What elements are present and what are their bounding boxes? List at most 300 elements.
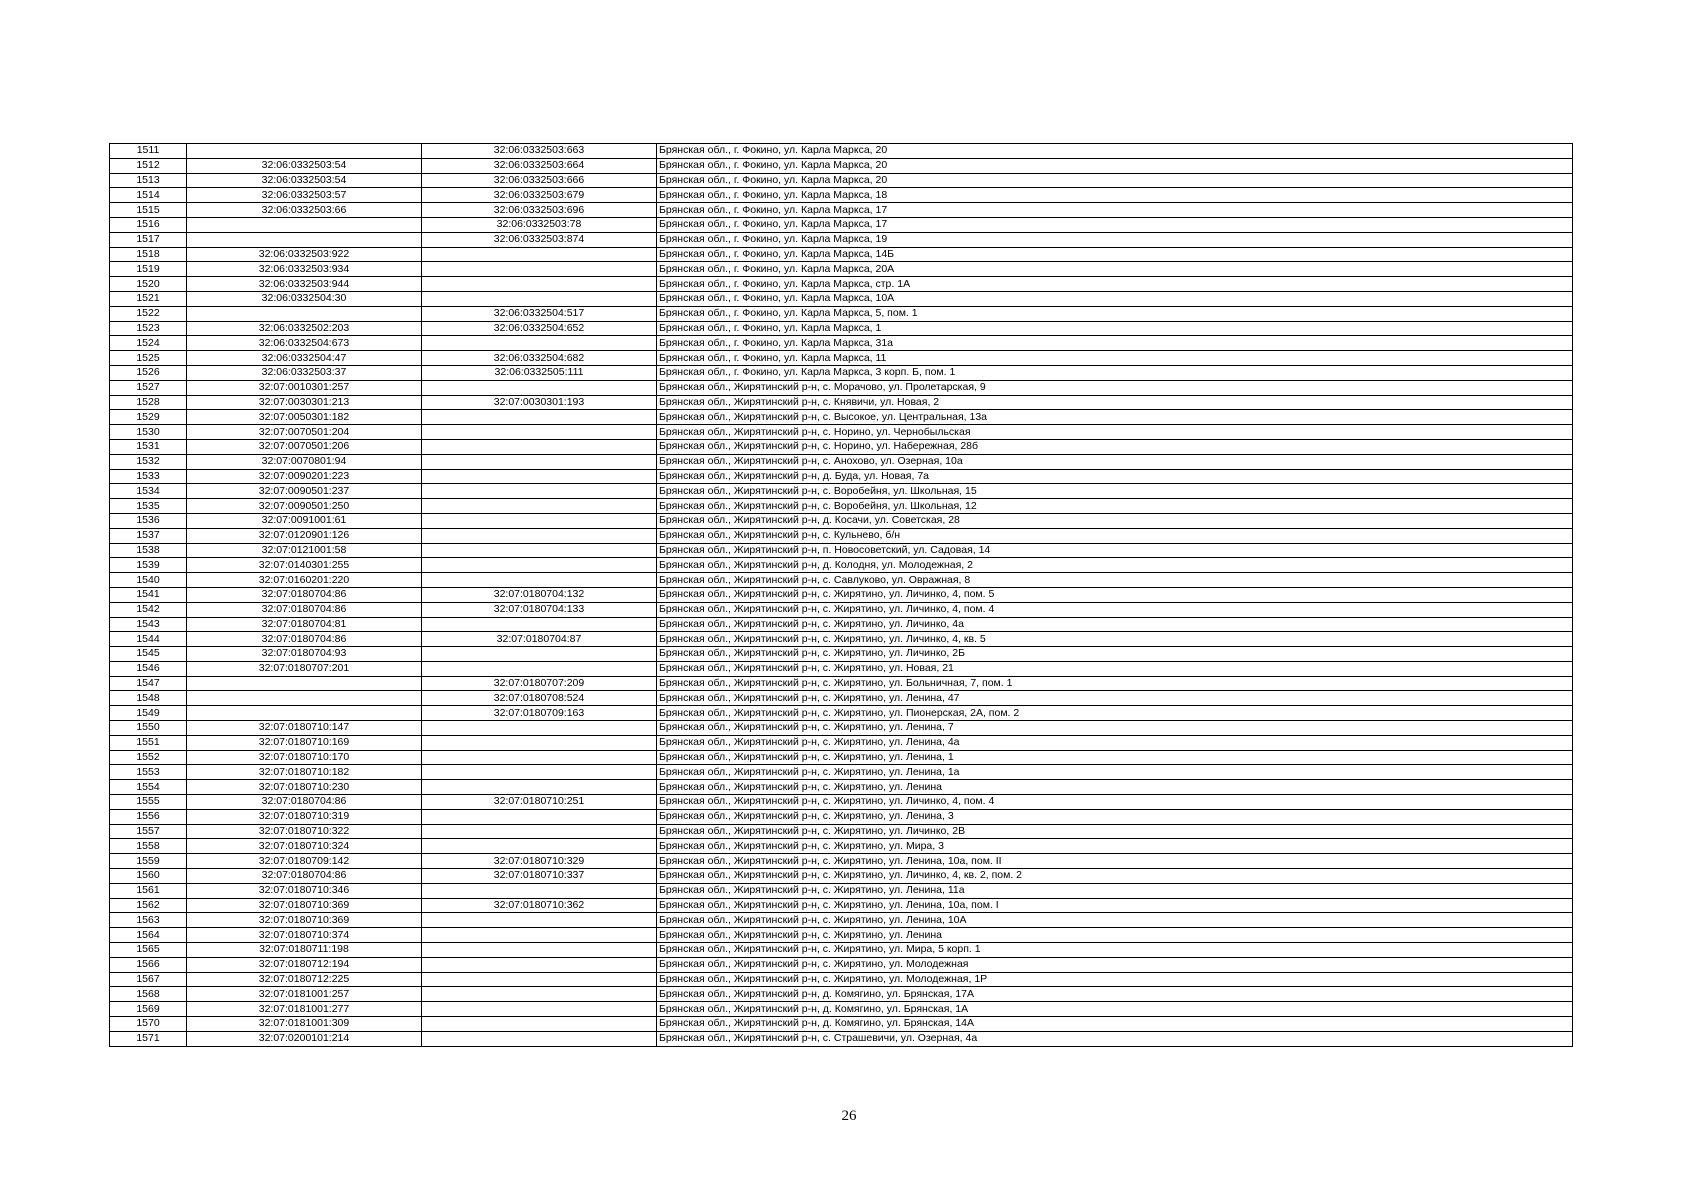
cadastral-number-cell: 32:07:0120901:126 xyxy=(187,528,422,543)
cadastral-number-cell xyxy=(187,217,422,232)
row-number-cell: 1552 xyxy=(110,750,187,765)
row-number-cell: 1569 xyxy=(110,1002,187,1017)
row-number-cell: 1549 xyxy=(110,706,187,721)
address-cell: Брянская обл., Жирятинский р-н, с. Жирятино, ул. Пионерская, 2А, пом. 2 xyxy=(657,706,1573,721)
table-row xyxy=(110,706,1573,721)
cadastral-number-cell: 32:07:0140301:255 xyxy=(187,558,422,573)
address-cell: Брянская обл., г. Фокино, ул. Карла Маркса, 14Б xyxy=(657,247,1573,262)
cadastral-number-room-cell xyxy=(422,1017,657,1032)
address-cell: Брянская обл., Жирятинский р-н, с. Жирятино, ул. Молодежная, 1Р xyxy=(657,972,1573,987)
cadastral-number-cell: 32:06:0332503:54 xyxy=(187,158,422,173)
cadastral-number-cell: 32:07:0180704:93 xyxy=(187,647,422,662)
table-row xyxy=(110,203,1573,218)
cadastral-number-room-cell xyxy=(422,987,657,1002)
row-number-cell: 1567 xyxy=(110,972,187,987)
cadastral-number-room-cell: 32:07:0180704:133 xyxy=(422,602,657,617)
address-cell: Брянская обл., Жирятинский р-н, с. Жирятино, ул. Личинко, 4, пом. 4 xyxy=(657,602,1573,617)
address-cell: Брянская обл., г. Фокино, ул. Карла Маркса, 20 xyxy=(657,173,1573,188)
cadastral-number-room-cell xyxy=(422,499,657,514)
cadastral-number-room-cell: 32:07:0180709:163 xyxy=(422,706,657,721)
row-number-cell: 1568 xyxy=(110,987,187,1002)
table-row xyxy=(110,336,1573,351)
table-row xyxy=(110,676,1573,691)
cadastral-number-room-cell xyxy=(422,262,657,277)
cadastral-number-cell: 32:06:0332504:30 xyxy=(187,291,422,306)
table-row xyxy=(110,1002,1573,1017)
address-cell: Брянская обл., Жирятинский р-н, с. Жирятино, ул. Личинко, 2Б xyxy=(657,647,1573,662)
register-table-body xyxy=(110,144,1573,1047)
row-number-cell: 1542 xyxy=(110,602,187,617)
cadastral-number-cell xyxy=(187,232,422,247)
table-row xyxy=(110,380,1573,395)
address-cell: Брянская обл., г. Фокино, ул. Карла Маркса, 3 корп. Б, пом. 1 xyxy=(657,365,1573,380)
table-row xyxy=(110,321,1573,336)
cadastral-number-room-cell xyxy=(422,943,657,958)
table-row xyxy=(110,528,1573,543)
address-cell: Брянская обл., Жирятинский р-н, с. Жирятино, ул. Новая, 21 xyxy=(657,661,1573,676)
cadastral-number-room-cell: 32:06:0332503:874 xyxy=(422,232,657,247)
table-row xyxy=(110,587,1573,602)
cadastral-number-cell: 32:07:0180710:374 xyxy=(187,928,422,943)
row-number-cell: 1517 xyxy=(110,232,187,247)
address-cell: Брянская обл., Жирятинский р-н, с. Жирятино, ул. Личинко, 2В xyxy=(657,824,1573,839)
cadastral-number-room-cell xyxy=(422,883,657,898)
address-cell: Брянская обл., Жирятинский р-н, с. Жирятино, ул. Личинко, 4, пом. 4 xyxy=(657,795,1573,810)
row-number-cell: 1541 xyxy=(110,587,187,602)
row-number-cell: 1529 xyxy=(110,410,187,425)
cadastral-number-cell: 32:07:0090501:237 xyxy=(187,484,422,499)
cadastral-number-cell: 32:07:0180712:225 xyxy=(187,972,422,987)
table-row xyxy=(110,395,1573,410)
cadastral-number-cell: 32:07:0180704:86 xyxy=(187,869,422,884)
table-row xyxy=(110,913,1573,928)
row-number-cell: 1536 xyxy=(110,513,187,528)
table-row xyxy=(110,735,1573,750)
table-row xyxy=(110,928,1573,943)
row-number-cell: 1525 xyxy=(110,351,187,366)
table-row xyxy=(110,232,1573,247)
address-cell: Брянская обл., Жирятинский р-н, с. Жирятино, ул. Ленина, 11а xyxy=(657,883,1573,898)
address-cell: Брянская обл., Жирятинский р-н, с. Жирятино, ул. Ленина, 4а xyxy=(657,735,1573,750)
address-cell: Брянская обл., г. Фокино, ул. Карла Маркса, 10А xyxy=(657,291,1573,306)
cadastral-number-room-cell xyxy=(422,380,657,395)
cadastral-number-cell xyxy=(187,691,422,706)
cadastral-number-room-cell: 32:06:0332503:663 xyxy=(422,144,657,159)
cadastral-number-cell: 32:07:0180710:319 xyxy=(187,809,422,824)
address-cell: Брянская обл., Жирятинский р-н, с. Жирятино, ул. Молодежная xyxy=(657,957,1573,972)
table-row xyxy=(110,617,1573,632)
table-row xyxy=(110,943,1573,958)
cadastral-number-room-cell xyxy=(422,839,657,854)
address-cell: Брянская обл., Жирятинский р-н, с. Жирятино, ул. Ленина, 10а, пом. I xyxy=(657,898,1573,913)
table-row xyxy=(110,750,1573,765)
table-row xyxy=(110,957,1573,972)
table-row xyxy=(110,262,1573,277)
table-row xyxy=(110,173,1573,188)
address-cell: Брянская обл., Жирятинский р-н, с. Жирятино, ул. Мира, 3 xyxy=(657,839,1573,854)
row-number-cell: 1532 xyxy=(110,454,187,469)
address-cell: Брянская обл., г. Фокино, ул. Карла Маркса, 17 xyxy=(657,203,1573,218)
table-row xyxy=(110,721,1573,736)
cadastral-number-room-cell xyxy=(422,336,657,351)
cadastral-number-cell: 32:07:0091001:61 xyxy=(187,513,422,528)
address-cell: Брянская обл., Жирятинский р-н, д. Буда, ул. Новая, 7а xyxy=(657,469,1573,484)
table-row xyxy=(110,691,1573,706)
table-row xyxy=(110,809,1573,824)
cadastral-number-cell: 32:07:0180704:86 xyxy=(187,632,422,647)
table-row xyxy=(110,291,1573,306)
row-number-cell: 1539 xyxy=(110,558,187,573)
row-number-cell: 1533 xyxy=(110,469,187,484)
cadastral-number-cell: 32:07:0180710:230 xyxy=(187,780,422,795)
table-row xyxy=(110,513,1573,528)
cadastral-number-room-cell: 32:06:0332504:652 xyxy=(422,321,657,336)
address-cell: Брянская обл., Жирятинский р-н, с. Высокое, ул. Центральная, 13а xyxy=(657,410,1573,425)
address-cell: Брянская обл., Жирятинский р-н, с. Жирятино, ул. Ленина xyxy=(657,928,1573,943)
row-number-cell: 1519 xyxy=(110,262,187,277)
cadastral-number-room-cell: 32:06:0332505:111 xyxy=(422,365,657,380)
cadastral-number-cell: 32:07:0160201:220 xyxy=(187,573,422,588)
address-cell: Брянская обл., Жирятинский р-н, с. Кульнево, б/н xyxy=(657,528,1573,543)
table-row xyxy=(110,795,1573,810)
address-cell: Брянская обл., г. Фокино, ул. Карла Маркса, 5, пом. 1 xyxy=(657,306,1573,321)
table-row xyxy=(110,484,1573,499)
cadastral-number-room-cell: 32:07:0030301:193 xyxy=(422,395,657,410)
address-cell: Брянская обл., Жирятинский р-н, п. Новосоветский, ул. Садовая, 14 xyxy=(657,543,1573,558)
row-number-cell: 1548 xyxy=(110,691,187,706)
cadastral-number-room-cell: 32:06:0332503:666 xyxy=(422,173,657,188)
row-number-cell: 1556 xyxy=(110,809,187,824)
cadastral-number-room-cell xyxy=(422,558,657,573)
row-number-cell: 1543 xyxy=(110,617,187,632)
cadastral-number-room-cell: 32:07:0180710:337 xyxy=(422,869,657,884)
cadastral-number-room-cell xyxy=(422,765,657,780)
table-row xyxy=(110,632,1573,647)
cadastral-number-room-cell xyxy=(422,735,657,750)
cadastral-number-cell: 32:06:0332503:66 xyxy=(187,203,422,218)
cadastral-number-cell: 32:07:0030301:213 xyxy=(187,395,422,410)
row-number-cell: 1560 xyxy=(110,869,187,884)
address-cell: Брянская обл., г. Фокино, ул. Карла Маркса, 1 xyxy=(657,321,1573,336)
row-number-cell: 1550 xyxy=(110,721,187,736)
address-cell: Брянская обл., г. Фокино, ул. Карла Маркса, 20 xyxy=(657,158,1573,173)
table-row xyxy=(110,217,1573,232)
address-cell: Брянская обл., Жирятинский р-н, д. Комягино, ул. Брянская, 1А xyxy=(657,1002,1573,1017)
cadastral-number-cell: 32:07:0180704:86 xyxy=(187,587,422,602)
cadastral-number-cell: 32:06:0332502:203 xyxy=(187,321,422,336)
cadastral-number-cell: 32:06:0332503:37 xyxy=(187,365,422,380)
cadastral-number-cell: 32:06:0332503:922 xyxy=(187,247,422,262)
address-cell: Брянская обл., Жирятинский р-н, с. Жирятино, ул. Мира, 5 корп. 1 xyxy=(657,943,1573,958)
page-number: 26 xyxy=(841,1108,857,1124)
table-row xyxy=(110,439,1573,454)
address-cell: Брянская обл., Жирятинский р-н, с. Жирятино, ул. Ленина, 1а xyxy=(657,765,1573,780)
address-cell: Брянская обл., Жирятинский р-н, с. Воробейня, ул. Школьная, 12 xyxy=(657,499,1573,514)
cadastral-number-cell: 32:07:0090201:223 xyxy=(187,469,422,484)
cadastral-number-room-cell: 32:07:0180704:132 xyxy=(422,587,657,602)
cadastral-number-room-cell: 32:07:0180710:329 xyxy=(422,854,657,869)
table-row xyxy=(110,558,1573,573)
cadastral-number-room-cell xyxy=(422,454,657,469)
cadastral-number-cell: 32:07:0180710:322 xyxy=(187,824,422,839)
cadastral-number-room-cell xyxy=(422,617,657,632)
cadastral-number-room-cell: 32:06:0332503:679 xyxy=(422,188,657,203)
cadastral-number-cell xyxy=(187,144,422,159)
cadastral-number-cell: 32:07:0180709:142 xyxy=(187,854,422,869)
table-row xyxy=(110,188,1573,203)
cadastral-number-cell: 32:07:0180710:369 xyxy=(187,913,422,928)
cadastral-number-room-cell: 32:06:0332503:78 xyxy=(422,217,657,232)
row-number-cell: 1515 xyxy=(110,203,187,218)
row-number-cell: 1514 xyxy=(110,188,187,203)
address-cell: Брянская обл., Жирятинский р-н, с. Жирятино, ул. Ленина, 10а, пом. II xyxy=(657,854,1573,869)
cadastral-number-cell: 32:07:0121001:58 xyxy=(187,543,422,558)
cadastral-number-room-cell xyxy=(422,750,657,765)
address-cell: Брянская обл., Жирятинский р-н, с. Жирятино, ул. Ленина, 3 xyxy=(657,809,1573,824)
cadastral-number-cell: 32:07:0180704:81 xyxy=(187,617,422,632)
table-row xyxy=(110,365,1573,380)
table-row xyxy=(110,454,1573,469)
row-number-cell: 1571 xyxy=(110,1031,187,1046)
table-row xyxy=(110,647,1573,662)
row-number-cell: 1570 xyxy=(110,1017,187,1032)
cadastral-number-cell: 32:06:0332503:57 xyxy=(187,188,422,203)
cadastral-number-room-cell: 32:06:0332503:696 xyxy=(422,203,657,218)
cadastral-number-cell: 32:07:0180711:198 xyxy=(187,943,422,958)
address-cell: Брянская обл., Жирятинский р-н, с. Норино, ул. Набережная, 28б xyxy=(657,439,1573,454)
cadastral-number-room-cell xyxy=(422,928,657,943)
address-cell: Брянская обл., Жирятинский р-н, с. Жирятино, ул. Ленина, 10А xyxy=(657,913,1573,928)
cadastral-number-cell: 32:07:0180710:369 xyxy=(187,898,422,913)
row-number-cell: 1523 xyxy=(110,321,187,336)
cadastral-number-room-cell xyxy=(422,277,657,292)
address-cell: Брянская обл., Жирятинский р-н, с. Морачово, ул. Пролетарская, 9 xyxy=(657,380,1573,395)
table-row xyxy=(110,1017,1573,1032)
table-row xyxy=(110,277,1573,292)
cadastral-number-room-cell: 32:07:0180704:87 xyxy=(422,632,657,647)
address-cell: Брянская обл., г. Фокино, ул. Карла Маркса, 20 xyxy=(657,144,1573,159)
cadastral-number-cell: 32:07:0070501:206 xyxy=(187,439,422,454)
cadastral-number-cell: 32:07:0090501:250 xyxy=(187,499,422,514)
table-row xyxy=(110,972,1573,987)
cadastral-number-cell: 32:07:0180712:194 xyxy=(187,957,422,972)
cadastral-number-cell: 32:07:0180710:147 xyxy=(187,721,422,736)
cadastral-number-cell: 32:07:0180710:324 xyxy=(187,839,422,854)
cadastral-number-room-cell xyxy=(422,1002,657,1017)
row-number-cell: 1540 xyxy=(110,573,187,588)
address-cell: Брянская обл., Жирятинский р-н, с. Норино, ул. Чернобыльская xyxy=(657,425,1573,440)
cadastral-number-cell: 32:07:0180704:86 xyxy=(187,602,422,617)
row-number-cell: 1528 xyxy=(110,395,187,410)
address-cell: Брянская обл., Жирятинский р-н, с. Жирятино, ул. Личинко, 4, кв. 2, пом. 2 xyxy=(657,869,1573,884)
cadastral-number-room-cell xyxy=(422,809,657,824)
address-cell: Брянская обл., Жирятинский р-н, с. Жирятино, ул. Ленина xyxy=(657,780,1573,795)
row-number-cell: 1564 xyxy=(110,928,187,943)
cadastral-number-cell: 32:07:0180707:201 xyxy=(187,661,422,676)
row-number-cell: 1537 xyxy=(110,528,187,543)
table-row xyxy=(110,898,1573,913)
address-cell: Брянская обл., Жирятинский р-н, с. Воробейня, ул. Школьная, 15 xyxy=(657,484,1573,499)
address-cell: Брянская обл., Жирятинский р-н, с. Жирятино, ул. Личинко, 4, пом. 5 xyxy=(657,587,1573,602)
table-row xyxy=(110,543,1573,558)
address-cell: Брянская обл., Жирятинский р-н, с. Жирятино, ул. Личинко, 4, кв. 5 xyxy=(657,632,1573,647)
row-number-cell: 1535 xyxy=(110,499,187,514)
cadastral-number-room-cell xyxy=(422,957,657,972)
row-number-cell: 1558 xyxy=(110,839,187,854)
cadastral-number-room-cell xyxy=(422,573,657,588)
row-number-cell: 1547 xyxy=(110,676,187,691)
cadastral-number-cell: 32:07:0010301:257 xyxy=(187,380,422,395)
cadastral-number-cell: 32:07:0180710:169 xyxy=(187,735,422,750)
row-number-cell: 1551 xyxy=(110,735,187,750)
table-row xyxy=(110,144,1573,159)
address-cell: Брянская обл., г. Фокино, ул. Карла Маркса, 17 xyxy=(657,217,1573,232)
row-number-cell: 1512 xyxy=(110,158,187,173)
table-row xyxy=(110,410,1573,425)
table-row xyxy=(110,573,1573,588)
table-row xyxy=(110,839,1573,854)
cadastral-number-cell: 32:07:0180710:170 xyxy=(187,750,422,765)
cadastral-number-room-cell xyxy=(422,824,657,839)
cadastral-number-room-cell: 32:06:0332504:517 xyxy=(422,306,657,321)
row-number-cell: 1511 xyxy=(110,144,187,159)
address-cell: Брянская обл., Жирятинский р-н, с. Жирятино, ул. Больничная, 7, пом. 1 xyxy=(657,676,1573,691)
address-cell: Брянская обл., Жирятинский р-н, с. Страшевичи, ул. Озерная, 4а xyxy=(657,1031,1573,1046)
cadastral-number-cell: 32:07:0070501:204 xyxy=(187,425,422,440)
cadastral-number-cell: 32:07:0070801:94 xyxy=(187,454,422,469)
row-number-cell: 1538 xyxy=(110,543,187,558)
cadastral-number-room-cell xyxy=(422,291,657,306)
cadastral-number-room-cell xyxy=(422,425,657,440)
cadastral-number-room-cell: 32:07:0180710:251 xyxy=(422,795,657,810)
table-row xyxy=(110,469,1573,484)
cadastral-number-cell: 32:07:0181001:257 xyxy=(187,987,422,1002)
cadastral-number-room-cell xyxy=(422,247,657,262)
address-cell: Брянская обл., г. Фокино, ул. Карла Маркса, 19 xyxy=(657,232,1573,247)
row-number-cell: 1520 xyxy=(110,277,187,292)
cadastral-number-cell: 32:07:0200101:214 xyxy=(187,1031,422,1046)
table-row xyxy=(110,824,1573,839)
cadastral-number-room-cell xyxy=(422,661,657,676)
table-row xyxy=(110,247,1573,262)
table-row xyxy=(110,661,1573,676)
row-number-cell: 1516 xyxy=(110,217,187,232)
cadastral-number-cell: 32:06:0332504:47 xyxy=(187,351,422,366)
row-number-cell: 1554 xyxy=(110,780,187,795)
cadastral-number-cell: 32:07:0180710:182 xyxy=(187,765,422,780)
cadastral-number-cell: 32:07:0180704:86 xyxy=(187,795,422,810)
address-cell: Брянская обл., Жирятинский р-н, д. Комягино, ул. Брянская, 17А xyxy=(657,987,1573,1002)
cadastral-number-room-cell xyxy=(422,513,657,528)
cadastral-number-room-cell: 32:06:0332504:682 xyxy=(422,351,657,366)
table-row xyxy=(110,869,1573,884)
address-cell: Брянская обл., Жирятинский р-н, д. Косачи, ул. Советская, 28 xyxy=(657,513,1573,528)
cadastral-number-room-cell xyxy=(422,721,657,736)
table-row xyxy=(110,602,1573,617)
row-number-cell: 1553 xyxy=(110,765,187,780)
cadastral-number-cell: 32:07:0181001:277 xyxy=(187,1002,422,1017)
cadastral-number-room-cell: 32:07:0180707:209 xyxy=(422,676,657,691)
cadastral-number-room-cell: 32:07:0180710:362 xyxy=(422,898,657,913)
table-row xyxy=(110,499,1573,514)
address-cell: Брянская обл., Жирятинский р-н, д. Комягино, ул. Брянская, 14А xyxy=(657,1017,1573,1032)
property-register-table xyxy=(109,143,1573,1047)
cadastral-number-room-cell xyxy=(422,439,657,454)
row-number-cell: 1566 xyxy=(110,957,187,972)
address-cell: Брянская обл., Жирятинский р-н, с. Жирятино, ул. Ленина, 1 xyxy=(657,750,1573,765)
table-row xyxy=(110,987,1573,1002)
table-row xyxy=(110,425,1573,440)
row-number-cell: 1563 xyxy=(110,913,187,928)
table-row xyxy=(110,1031,1573,1046)
table-row xyxy=(110,883,1573,898)
cadastral-number-cell: 32:06:0332504:673 xyxy=(187,336,422,351)
cadastral-number-cell xyxy=(187,676,422,691)
cadastral-number-room-cell: 32:07:0180708:524 xyxy=(422,691,657,706)
address-cell: Брянская обл., Жирятинский р-н, с. Савлуково, ул. Овражная, 8 xyxy=(657,573,1573,588)
cadastral-number-cell: 32:06:0332503:54 xyxy=(187,173,422,188)
table-row xyxy=(110,306,1573,321)
cadastral-number-room-cell xyxy=(422,528,657,543)
cadastral-number-room-cell xyxy=(422,484,657,499)
cadastral-number-room-cell xyxy=(422,647,657,662)
address-cell: Брянская обл., Жирятинский р-н, д. Колодня, ул. Молодежная, 2 xyxy=(657,558,1573,573)
address-cell: Брянская обл., Жирятинский р-н, с. Жирятино, ул. Ленина, 47 xyxy=(657,691,1573,706)
row-number-cell: 1522 xyxy=(110,306,187,321)
table-row xyxy=(110,351,1573,366)
cadastral-number-cell: 32:06:0332503:944 xyxy=(187,277,422,292)
row-number-cell: 1527 xyxy=(110,380,187,395)
cadastral-number-room-cell xyxy=(422,543,657,558)
row-number-cell: 1559 xyxy=(110,854,187,869)
row-number-cell: 1565 xyxy=(110,943,187,958)
cadastral-number-room-cell xyxy=(422,469,657,484)
row-number-cell: 1518 xyxy=(110,247,187,262)
row-number-cell: 1561 xyxy=(110,883,187,898)
table-row xyxy=(110,854,1573,869)
row-number-cell: 1534 xyxy=(110,484,187,499)
cadastral-number-cell: 32:07:0180710:346 xyxy=(187,883,422,898)
cadastral-number-room-cell xyxy=(422,1031,657,1046)
address-cell: Брянская обл., Жирятинский р-н, с. Жирятино, ул. Ленина, 7 xyxy=(657,721,1573,736)
address-cell: Брянская обл., г. Фокино, ул. Карла Маркса, стр. 1А xyxy=(657,277,1573,292)
row-number-cell: 1546 xyxy=(110,661,187,676)
cadastral-number-cell xyxy=(187,706,422,721)
table-row xyxy=(110,765,1573,780)
cadastral-number-room-cell xyxy=(422,410,657,425)
row-number-cell: 1562 xyxy=(110,898,187,913)
address-cell: Брянская обл., Жирятинский р-н, с. Жирятино, ул. Личинко, 4а xyxy=(657,617,1573,632)
address-cell: Брянская обл., г. Фокино, ул. Карла Маркса, 31а xyxy=(657,336,1573,351)
cadastral-number-room-cell xyxy=(422,780,657,795)
row-number-cell: 1555 xyxy=(110,795,187,810)
table-row xyxy=(110,158,1573,173)
row-number-cell: 1521 xyxy=(110,291,187,306)
row-number-cell: 1557 xyxy=(110,824,187,839)
cadastral-number-cell xyxy=(187,306,422,321)
row-number-cell: 1530 xyxy=(110,425,187,440)
address-cell: Брянская обл., г. Фокино, ул. Карла Маркса, 18 xyxy=(657,188,1573,203)
cadastral-number-cell: 32:07:0050301:182 xyxy=(187,410,422,425)
row-number-cell: 1545 xyxy=(110,647,187,662)
row-number-cell: 1531 xyxy=(110,439,187,454)
cadastral-number-room-cell: 32:06:0332503:664 xyxy=(422,158,657,173)
cadastral-number-cell: 32:07:0181001:309 xyxy=(187,1017,422,1032)
table-row xyxy=(110,780,1573,795)
cadastral-number-room-cell xyxy=(422,972,657,987)
cadastral-number-cell: 32:06:0332503:934 xyxy=(187,262,422,277)
row-number-cell: 1513 xyxy=(110,173,187,188)
